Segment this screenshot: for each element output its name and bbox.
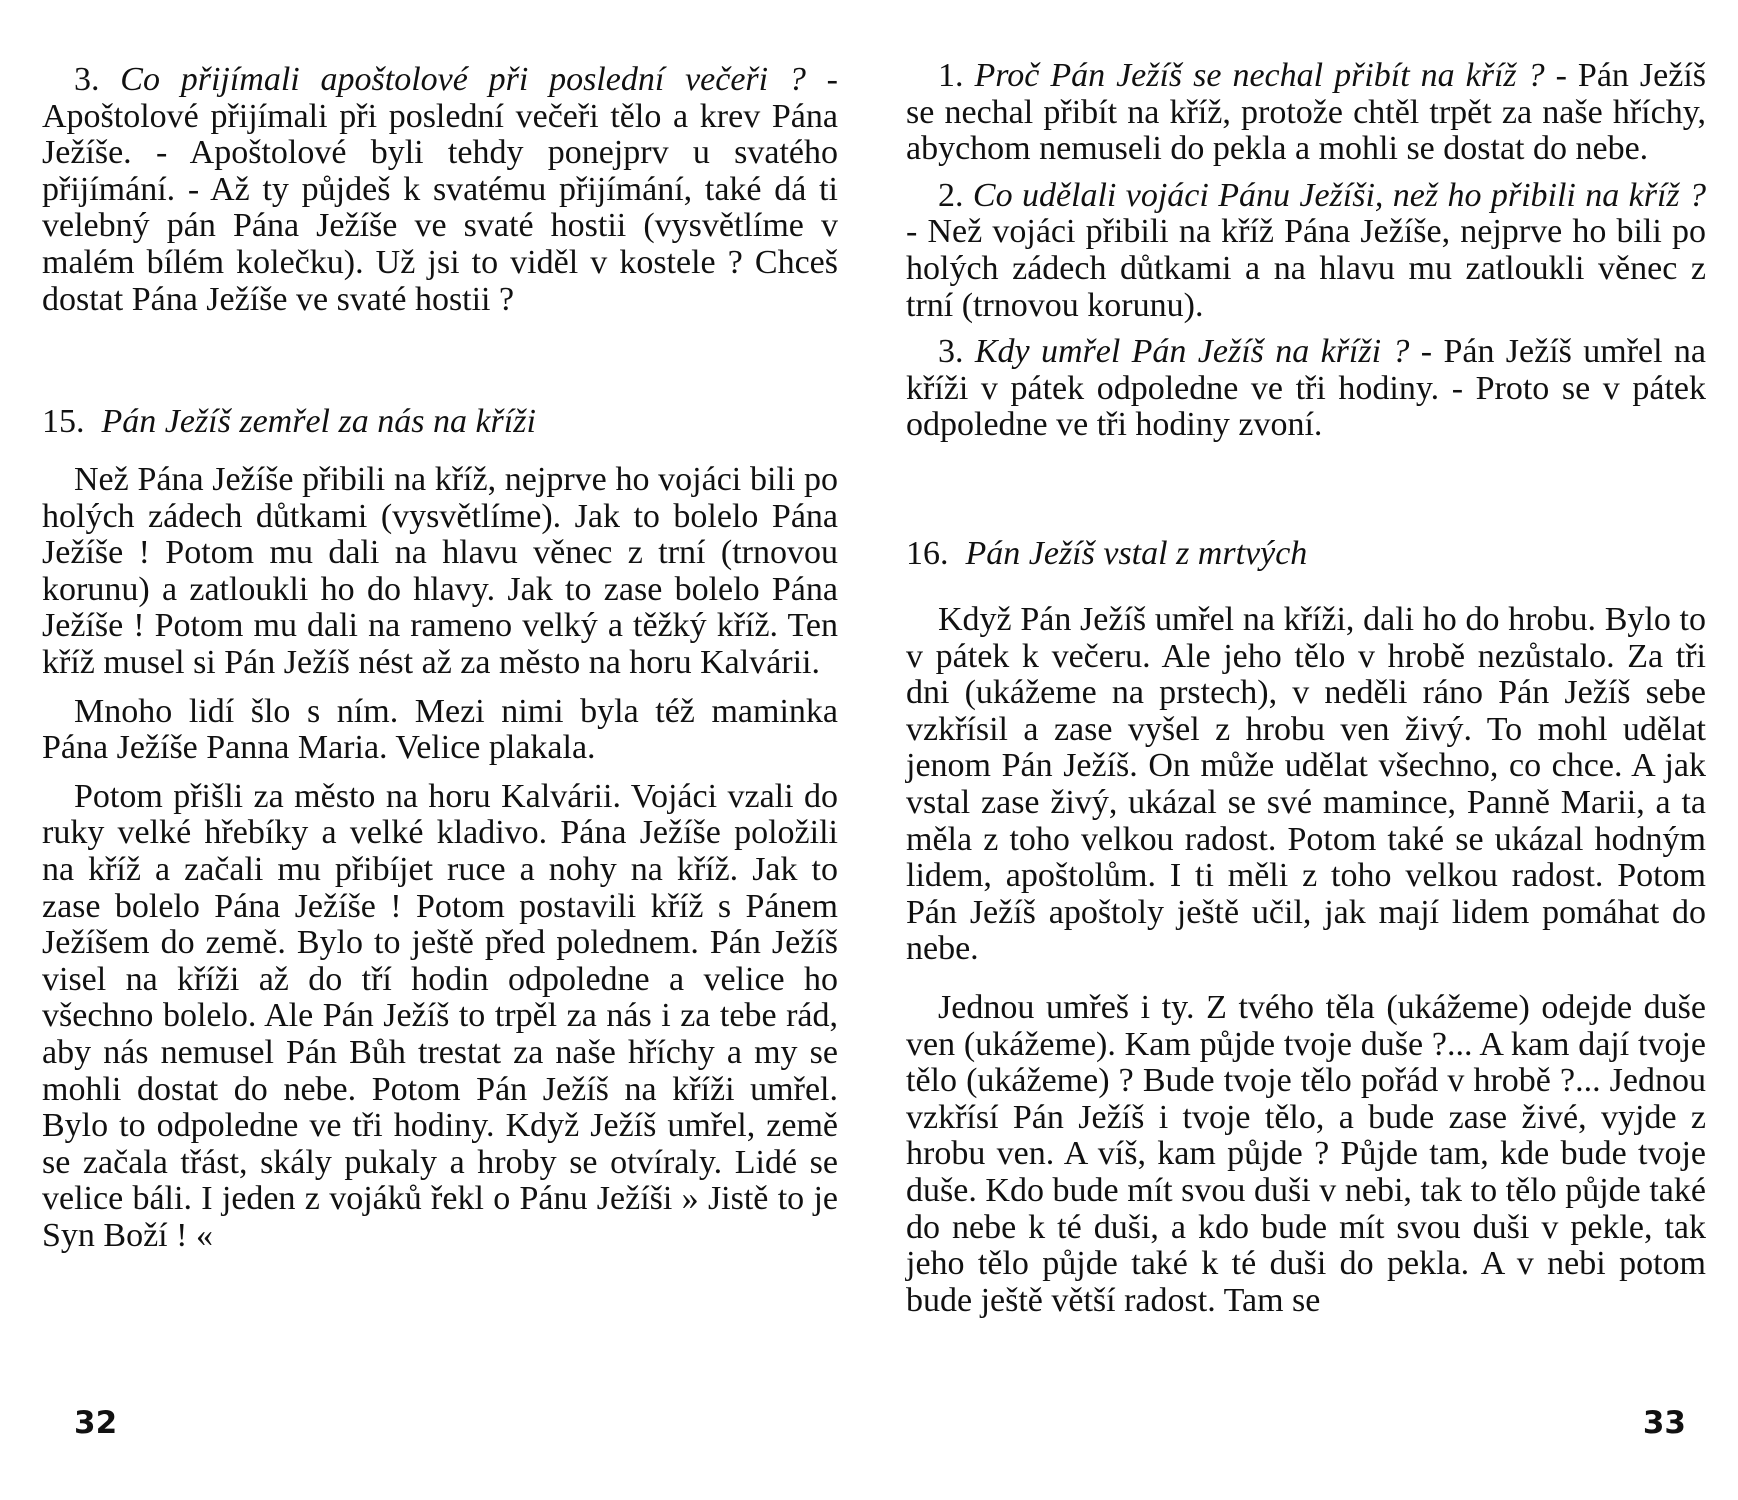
section-heading-15 (42, 404, 838, 441)
section-title: Pán Ježíš vstal z mrtvých (965, 535, 1308, 572)
answer-text: - Než vojáci přibili na kříž Pána Ježíše, nejprve ho bili po holých zádech důtkami a na hlavu mu zatloukli věnec z trní (trnovou korunu). (906, 213, 1706, 324)
question-number: 1. (938, 57, 964, 94)
question-number: 3. (938, 333, 964, 371)
answer-text: - Pán Ježíš se nechal přibít na kříž, protože chtěl trpět za naše hříchy, abychom nemuseli do pekla a mohli se dostat do nebe. (906, 57, 1707, 168)
paragraph: Než Pána Ježíše přibili na kříž, nejprve ho vojáci bili po holých zádech důtkami (vysvětlíme). Jak to bolelo Pána Ježíše ! Potom mu dali na hlavu věnec z trní (trnovou korunu) a zatloukli ho do hlavy. Jak to zase bolelo Pána Ježíše ! Potom mu dali na rameno velký a těžký kříž. Ten kříž musel si Pán Ježíš nést až za město na horu Kalvárii. (42, 461, 838, 681)
answer-text: - Pán Ježíš umřel na kříži v pátek odpoledne ve tři hodiny. - Proto se v pátek odpoledne ve tři hodiny zvoní. (906, 333, 1706, 444)
question-number: 2. (938, 176, 964, 214)
right-question-1 (906, 58, 1706, 168)
question-number: 3. (74, 61, 100, 98)
page-number: 33 (1642, 1405, 1686, 1442)
section-number: 15. (42, 403, 85, 440)
question-text: Proč Pán Ježíš se nechal přibít na kříž ? (974, 57, 1545, 94)
paragraph: Mnoho lidí šlo s ním. Mezi nimi byla též maminka Pána Ježíše Panna Maria. Velice plakala. (42, 692, 838, 767)
paragraph: Potom přišli za město na horu Kalvárii. Vojáci vzali do ruky velké hřebíky a velké kladivo. Pána Ježíše položili na kříž a začali mu přibíjet ruce a nohy na kříž. Jak to zase bolelo Pána Ježíše ! Potom postavili kříž s Pánem Ježíšem do země. Bylo to ještě před polednem. Pán Ježíš visel na kříži až do tří hodin odpoledne a velice ho všechno bolelo. Ale Pán Ježíš to trpěl za nás i za tebe rád, aby nás nemusel Pán Bůh trestat za naše hříchy a my se mohli dostat do nebe. Potom Pán Ježíš na kříži umřel. Bylo to odpoledne ve tři hodiny. Když Ježíš umřel, země se začala třást, skály pukaly a hroby se otvíraly. Lidé se velice báli. I jeden z vojáků řekl o Pánu Ježíši » Jistě to je Syn Boží ! « (42, 777, 838, 1254)
paragraph: Když Pán Ježíš umřel na kříži, dali ho do hrobu. Bylo to v pátek k večeru. Ale jeho tělo v hrobě nezůstalo. Za tři dni (ukážeme na prstech), v neděli ráno Pán Ježíš sebe vzkřísil a zase vyšel z hrobu ven živý. To mohl udělat jenom Pán Ježíš. On může udělat všechno, co chce. A jak vstal zase živý, ukázal se své mamince, Panně Marii, a ta měla z toho velkou radost. Potom také se ukázal hodným lidem, apoštolům. I ti měli z toho velkou radost. Potom Pán Ježíš apoštoly ještě učil, jak mají lidem pomáhat do nebe. (906, 601, 1706, 968)
page-number: 32 (74, 1405, 118, 1442)
section-heading-16 (906, 536, 1706, 573)
right-page (906, 0, 1706, 1500)
left-question-3 (42, 62, 838, 318)
question-text: Co udělali vojáci Pánu Ježíši, než ho přibili na kříž ? (972, 176, 1707, 214)
right-question-2 (906, 178, 1706, 324)
paragraph: Jednou umřeš i ty. Z tvého těla (ukážeme) odejde duše ven (ukážeme). Kam půjde tvoje duše ?... A kam dají tvoje tělo (ukážeme) ? Bude tvoje tělo pořád v hrobě ?... Jednou vzkřísí Pán Ježíš i tvoje tělo, a bude zase živé, vyjde z hrobu ven. A víš, kam půjde ? Půjde tam, kde bude tvoje duše. Kdo bude mít svou duši v nebi, tak to tělo půjde také do nebe k té duši, a kdo bude mít svou duši v pekle, tak jeho tělo půjde také k té duši do pekla. A v nebi potom bude ještě větší radost. Tam se (906, 988, 1706, 1319)
question-text: Kdy umřel Pán Ježíš na kříži ? (974, 333, 1410, 371)
question-text: Co přijímali apoštolové při poslední večeři ? (120, 61, 806, 98)
right-question-3 (906, 334, 1706, 444)
answer-text: - Apoštolové přijímali při poslední večeři tělo a krev Pána Ježíše. - Apoštolové byli tehdy ponejprv u svatého přijímání. - Až ty půjdeš k svatému přijímání, také dá ti velebný pán Pána Ježíše ve svaté hostii (vysvětlíme v malém bílém kolečku). Už jsi to viděl v kostele ? Chceš dostat Pána Ježíše ve svaté hostii ? (42, 61, 838, 318)
left-page (42, 0, 838, 1500)
section-title: Pán Ježíš zemřel za nás na kříži (101, 403, 536, 440)
section-number: 16. (906, 535, 949, 572)
